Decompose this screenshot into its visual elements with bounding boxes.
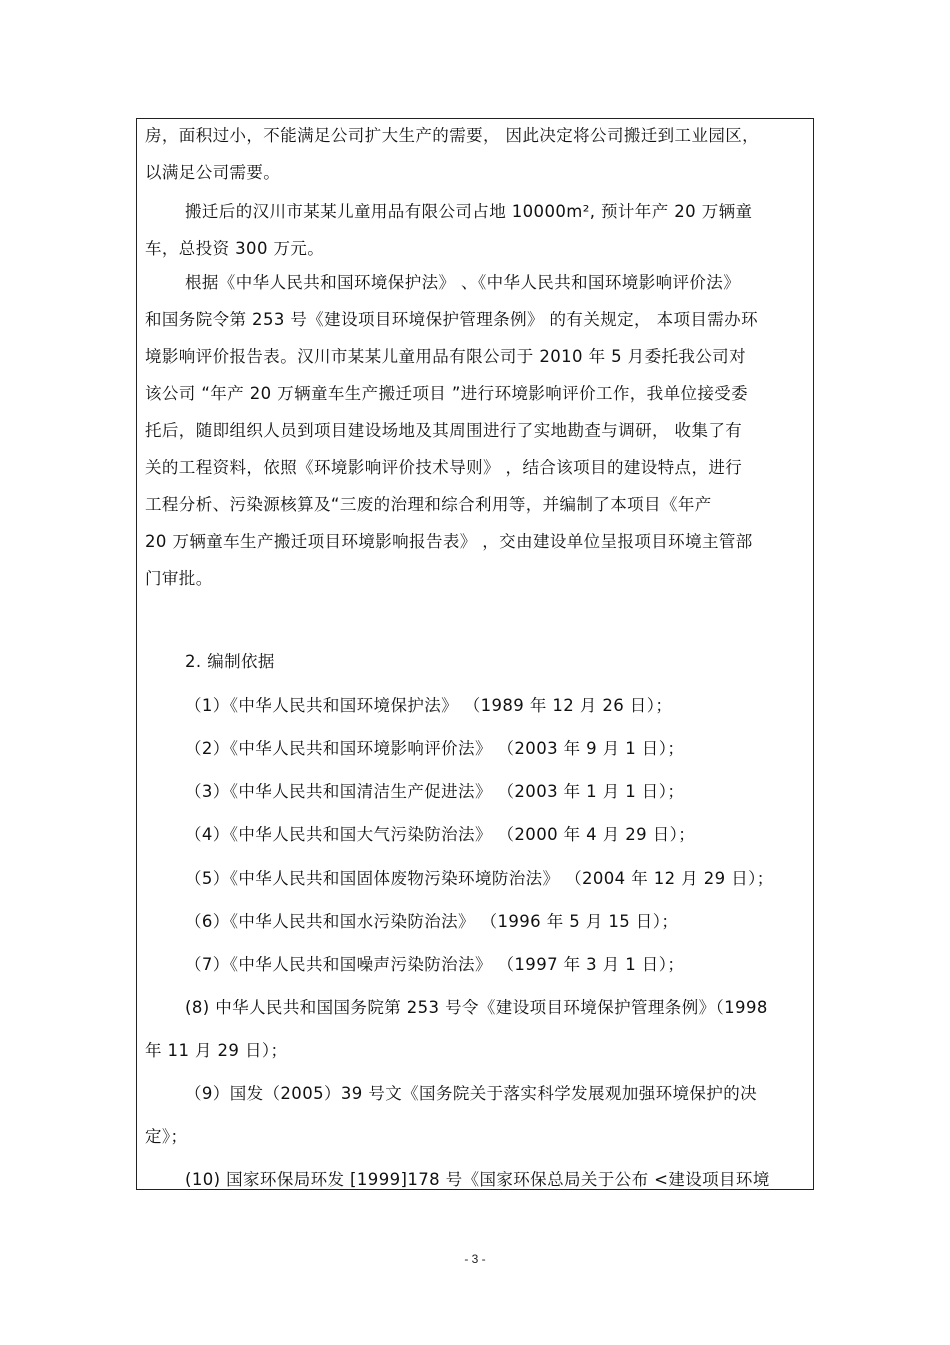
text-line: 托后，随即组织人员到项目建设场地及其周围进行了实地勘查与调研， 收集了有 bbox=[145, 421, 743, 440]
list-item: （5）《中华人民共和国固体废物污染环境防治法》 （2004 年 12 月 29 日）； bbox=[185, 869, 774, 888]
section-heading: 2. 编制依据 bbox=[185, 652, 275, 671]
list-item: （6）《中华人民共和国水污染防治法》 （1996 年 5 月 15 日）； bbox=[185, 912, 679, 931]
list-item: （1）《中华人民共和国环境保护法》 （1989 年 12 月 26 日）； bbox=[185, 696, 673, 715]
list-item: （7）《中华人民共和国噪声污染防治法》 （1997 年 3 月 1 日）； bbox=[185, 955, 685, 974]
text-line: 境影响评价报告表。汉川市某某儿童用品有限公司于 2010 年 5 月委托我公司对 bbox=[145, 347, 746, 366]
page-number: - 3 - bbox=[464, 1252, 486, 1266]
list-item: (10) 国家环保局环发 [1999]178 号《国家环保总局关于公布 <建设项目环境 bbox=[185, 1170, 770, 1189]
list-item-continuation: 定》； bbox=[145, 1127, 188, 1146]
list-item: （4）《中华人民共和国大气污染防治法》 （2000 年 4 月 29 日）； bbox=[185, 825, 696, 844]
list-item-continuation: 年 11 月 29 日）； bbox=[145, 1041, 288, 1060]
list-item: （2）《中华人民共和国环境影响评价法》 （2003 年 9 月 1 日）； bbox=[185, 739, 685, 758]
text-line: 关的工程资料，依照《环境影响评价技术导则》 ，结合该项目的建设特点，进行 bbox=[145, 458, 743, 477]
text-line: 工程分析、污染源核算及“三废的治理和综合利用等，并编制了本项目《年产 bbox=[145, 495, 712, 514]
text-line: 房，面积过小，不能满足公司扩大生产的需要， 因此决定将公司搬迁到工业园区， bbox=[145, 126, 760, 145]
text-line: 该公司 “年产 20 万辆童车生产搬迁项目 ”进行环境影响评价工作，我单位接受委 bbox=[145, 384, 749, 403]
list-item: (8) 中华人民共和国国务院第 253 号令《建设项目环境保护管理条例》（1998 bbox=[185, 998, 768, 1017]
text-line: 搬迁后的汉川市某某儿童用品有限公司占地 10000m², 预计年产 20 万辆童 bbox=[185, 202, 753, 221]
list-item: （9）国发（2005）39 号文《国务院关于落实科学发展观加强环境保护的决 bbox=[185, 1084, 758, 1103]
list-item: （3）《中华人民共和国清洁生产促进法》 （2003 年 1 月 1 日）； bbox=[185, 782, 685, 801]
text-line: 门审批。 bbox=[145, 569, 213, 588]
text-line: 和国务院令第 253 号《建设项目环境保护管理条例》 的有关规定， 本项目需办环 bbox=[145, 310, 758, 329]
text-line: 20 万辆童车生产搬迁项目环境影响报告表》 ，交由建设单位呈报项目环境主管部 bbox=[145, 532, 753, 551]
table-bottom-border bbox=[136, 1189, 814, 1190]
text-line: 以满足公司需要。 bbox=[145, 163, 281, 182]
content-frame bbox=[136, 118, 814, 1190]
text-line: 根据《中华人民共和国环境保护法》 、《中华人民共和国环境影响评价法》 bbox=[185, 273, 741, 292]
text-line: 车，总投资 300 万元。 bbox=[145, 239, 325, 258]
